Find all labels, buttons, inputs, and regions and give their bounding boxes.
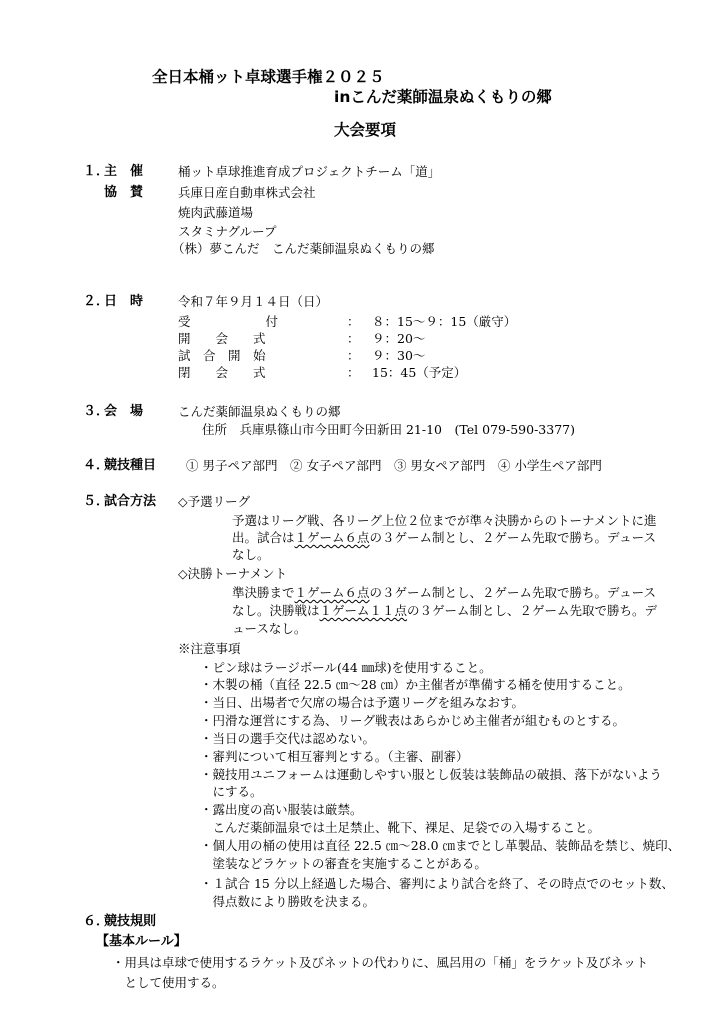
schedule-time: ９：30〜 — [372, 348, 426, 363]
section-1-label-sponsor: 協 賛 — [104, 185, 144, 200]
schedule-label: 試 合 開 始 — [178, 348, 266, 363]
schedule-label: 閉 会 式 — [178, 365, 266, 380]
sponsor-item: スタミナグループ — [178, 224, 277, 239]
note-item: ・ピン球はラージボール(44 ㎜球)を使用すること。 — [200, 660, 492, 675]
schedule-time: ８：15〜９：15（厳守） — [372, 314, 517, 329]
section-3-number: ３． — [83, 404, 110, 419]
note-item: ・競技用ユニフォームは運動しやすい服とし仮装は装飾品の破損、落下がないよう — [200, 767, 662, 782]
note-item: 得点数により勝敗を決まる。 — [200, 894, 376, 909]
title-line1: 全日本桶ット卓球選手権２０２５ — [152, 68, 385, 86]
event-categories: ① 男子ペア部門 ② 女子ペア部門 ③ 男女ペア部門 ④ 小学生ペア部門 — [186, 458, 602, 473]
sponsor-item: 兵庫日産自動車株式会社 — [178, 185, 316, 200]
note-item: ・木製の桶（直径 22.5 ㎝〜28 ㎝）か主催者が準備する桶を使用すること。 — [200, 677, 631, 692]
note-item: ・個人用の桶の使用は直径 22.5 ㎝〜28.0 ㎝までとし革製品、装飾品を禁じ、焼印、 — [200, 838, 681, 853]
final-match-format: １ゲーム１１点 — [319, 603, 408, 618]
schedule-colon: ： — [347, 365, 360, 380]
section-5-number: ５． — [83, 494, 110, 509]
final-line: 準決勝まで１ゲーム６点の３ゲーム制とし、２ゲーム先取で勝ち。デュース — [232, 585, 657, 600]
schedule-label: 受 付 — [178, 314, 279, 329]
prelim-line: なし。 — [232, 547, 270, 562]
section-6-number: ６． — [83, 914, 110, 929]
note-item: にする。 — [200, 784, 263, 799]
organizer-text: 桶ット卓球推進育成プロジェクトチーム「道」 — [178, 164, 441, 179]
note-item: ・当日の選手交代は認めない。 — [200, 731, 376, 746]
rule-line: ・用具は卓球で使用するラケット及びネットの代わりに、風呂用の「桶」をラケット及びネット — [112, 955, 649, 970]
venue-address: 住所 兵庫県篠山市今田町今田新田 21-10 (Tel 079-590-3377) — [202, 422, 575, 437]
note-item: ・露出度の高い服装は厳禁。 — [200, 802, 363, 817]
note-item: こんだ薬師温泉では土足禁止、靴下、裸足、足袋での入場すること。 — [200, 820, 601, 835]
event-date: 令和７年９月１４日（日） — [178, 294, 329, 309]
note-item: ・当日、出場者で欠席の場合は予選リーグを組みなおす。 — [200, 695, 525, 710]
note-item: 塗装などラケットの審査を実施することがある。 — [200, 856, 487, 871]
note-item: ・１試合 15 分以上経過した場合、審判により試合を終了、その時点でのセット数、 — [200, 876, 674, 891]
section-4-label: 競技種目 — [104, 458, 157, 473]
final-game-format: １ゲーム６点 — [294, 585, 370, 600]
section-4-number: ４． — [83, 458, 110, 473]
schedule-time: ９：20〜 — [372, 331, 426, 346]
prelim-heading: ◇予選リーグ — [178, 494, 251, 509]
schedule-colon: ： — [347, 314, 360, 329]
prelim-game-format: １ゲーム６点 — [294, 530, 370, 545]
schedule-colon: ： — [347, 348, 360, 363]
schedule-time: 15：45（予定） — [372, 365, 467, 380]
final-line: なし。決勝戦は１ゲーム１１点の３ゲーム制とし、２ゲーム先取で勝ち。デ — [232, 603, 658, 618]
section-1-label-organizer: 主 催 — [104, 164, 144, 179]
section-1-number: １． — [83, 164, 110, 179]
section-2-number: ２． — [83, 294, 110, 309]
schedule-label: 開 会 式 — [178, 331, 266, 346]
section-3-label: 会 場 — [104, 404, 144, 419]
final-heading: ◇決勝トーナメント — [178, 566, 288, 581]
notes-heading: ※注意事項 — [178, 641, 241, 656]
final-line: ュースなし。 — [232, 621, 307, 636]
rule-line: として使用する。 — [112, 975, 225, 990]
venue-name: こんだ薬師温泉ぬくもりの郷 — [178, 404, 341, 419]
section-2-label: 日 時 — [104, 294, 144, 309]
basic-rules-heading: 【基本ルール】 — [96, 934, 187, 949]
section-5-label: 試合方法 — [104, 494, 157, 509]
section-6-label: 競技規則 — [104, 914, 157, 929]
note-item: ・審判について相互審判とする。（主審、副審） — [200, 749, 469, 764]
sponsor-item: 焼肉武藤道場 — [178, 205, 254, 220]
subtitle: 大会要項 — [334, 121, 397, 139]
note-item: ・円滑な運営にする為、リーグ戦表はあらかじめ主催者が組むものとする。 — [200, 713, 626, 728]
schedule-colon: ： — [347, 331, 360, 346]
prelim-line: 出。試合は１ゲーム６点の３ゲーム制とし、２ゲーム先取で勝ち。デュース — [232, 530, 657, 545]
title-line2: inこんだ薬師温泉ぬくもりの郷 — [334, 88, 552, 106]
prelim-line: 予選はリーグ戦、各リーグ上位２位までが準々決勝からのトーナメントに進 — [232, 513, 657, 528]
sponsor-item: （株）夢こんだ こんだ薬師温泉ぬくもりの郷 — [172, 241, 435, 256]
